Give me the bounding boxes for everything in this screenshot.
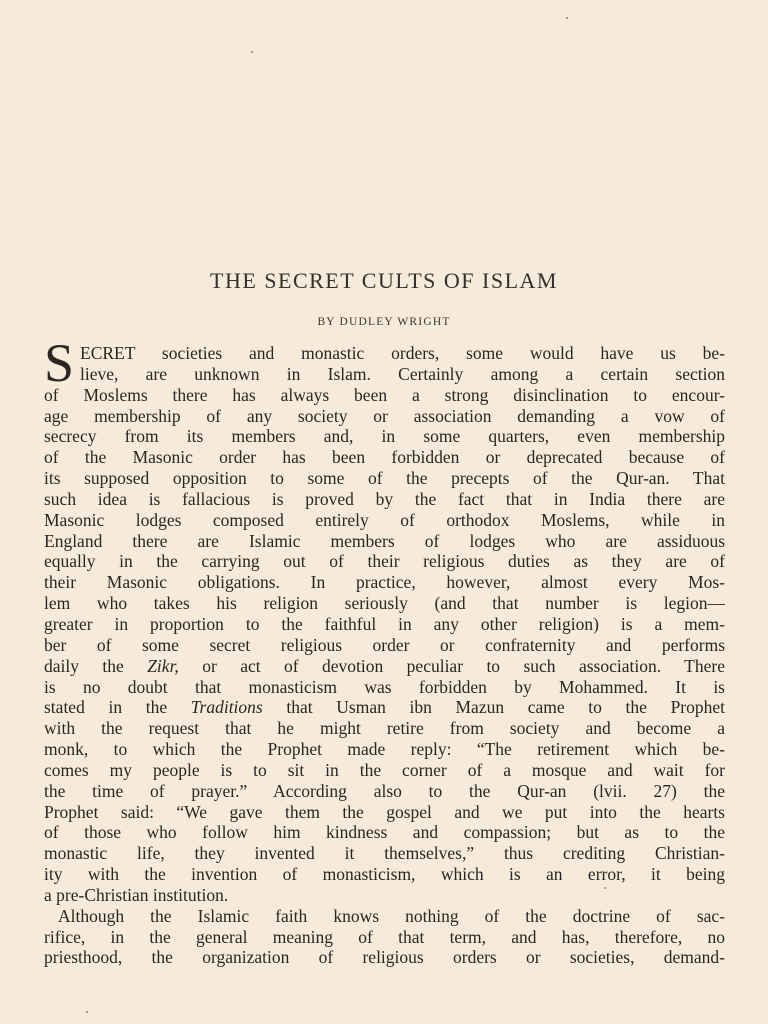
page-speck-upper	[251, 51, 253, 53]
text-line: lem who takes his religion seriously (and that number is legion—	[44, 593, 725, 614]
text-line: monastic life, they invented it themselves,” thus crediting Christian-	[44, 843, 725, 864]
text-line: rifice, in the general meaning of that term, and has, therefore, no	[44, 926, 725, 947]
article-byline: BY DUDLEY WRIGHT	[317, 316, 451, 328]
text-line: with the request that he might retire from society and become a	[44, 718, 725, 739]
text-line: ECRET societies and monastic orders, some would have us be-	[80, 343, 725, 363]
text-line: lieve, are unknown in Islam. Certainly among a certain section	[80, 363, 725, 384]
text-line: is no doubt that monasticism was forbidden by Mohammed. It is	[44, 676, 725, 697]
text-segment: daily the	[44, 655, 148, 676]
text-line: the time of prayer.” According also to the Qur-an (lvii. 27) the	[44, 780, 725, 801]
text-line: ber of some secret religious order or confraternity and performs	[44, 634, 725, 655]
text-line	[44, 697, 725, 718]
text-line: its supposed opposition to some of the precepts of the Qur-an. That	[44, 468, 725, 489]
text-segment: stated in the	[44, 697, 191, 718]
text-line	[44, 656, 725, 677]
article-body	[44, 343, 725, 968]
text-segment: that Usman ibn Mazun came to the Prophet	[262, 697, 725, 718]
text-line: of those who follow him kindness and compassion; but as to the	[44, 822, 725, 843]
text-line: Although the Islamic faith knows nothing of the doctrine of sac-	[58, 905, 725, 926]
drop-cap: S	[44, 333, 75, 393]
text-line: a pre-Christian institution.	[44, 884, 229, 905]
text-line: priesthood, the organization of religious orders or societies, demand-	[44, 947, 725, 968]
text-line: of Moslems there has always been a strong disinclination to encour-	[44, 384, 725, 405]
text-line: their Masonic obligations. In practice, however, almost every Mos-	[44, 572, 725, 593]
text-segment: or act of devotion peculiar to such association. There	[178, 655, 725, 676]
text-line: age membership of any society or association demanding a vow of	[44, 405, 725, 426]
text-line: equally in the carrying out of their religious duties as they are of	[44, 551, 725, 572]
article-title: THE SECRET CULTS OF ISLAM	[210, 268, 558, 293]
text-line: Masonic lodges composed entirely of orthodox Moslems, while in	[44, 509, 725, 530]
text-line: ity with the invention of monasticism, which is an error, it being	[44, 864, 725, 885]
text-line: greater in proportion to the faithful in any other religion) is a mem-	[44, 613, 725, 634]
text-line: monk, to which the Prophet made reply: “The retirement which be-	[44, 739, 725, 760]
italic-term-traditions: Traditions	[190, 697, 263, 718]
text-line: of the Masonic order has been forbidden or deprecated because of	[44, 447, 725, 468]
page-speck-bottom	[86, 1011, 88, 1013]
text-line: England there are Islamic members of lodges who are assiduous	[44, 530, 725, 551]
text-line: such idea is fallacious is proved by the fact that in India there are	[44, 488, 725, 509]
text-line: comes my people is to sit in the corner of a mosque and wait for	[44, 759, 725, 780]
text-line: Prophet said: “We gave them the gospel and we put into the hearts	[44, 801, 725, 822]
italic-term-zikr: Zikr,	[147, 655, 179, 676]
text-line: secrecy from its members and, in some quarters, even membership	[44, 426, 725, 447]
page-speck-top	[566, 17, 568, 19]
